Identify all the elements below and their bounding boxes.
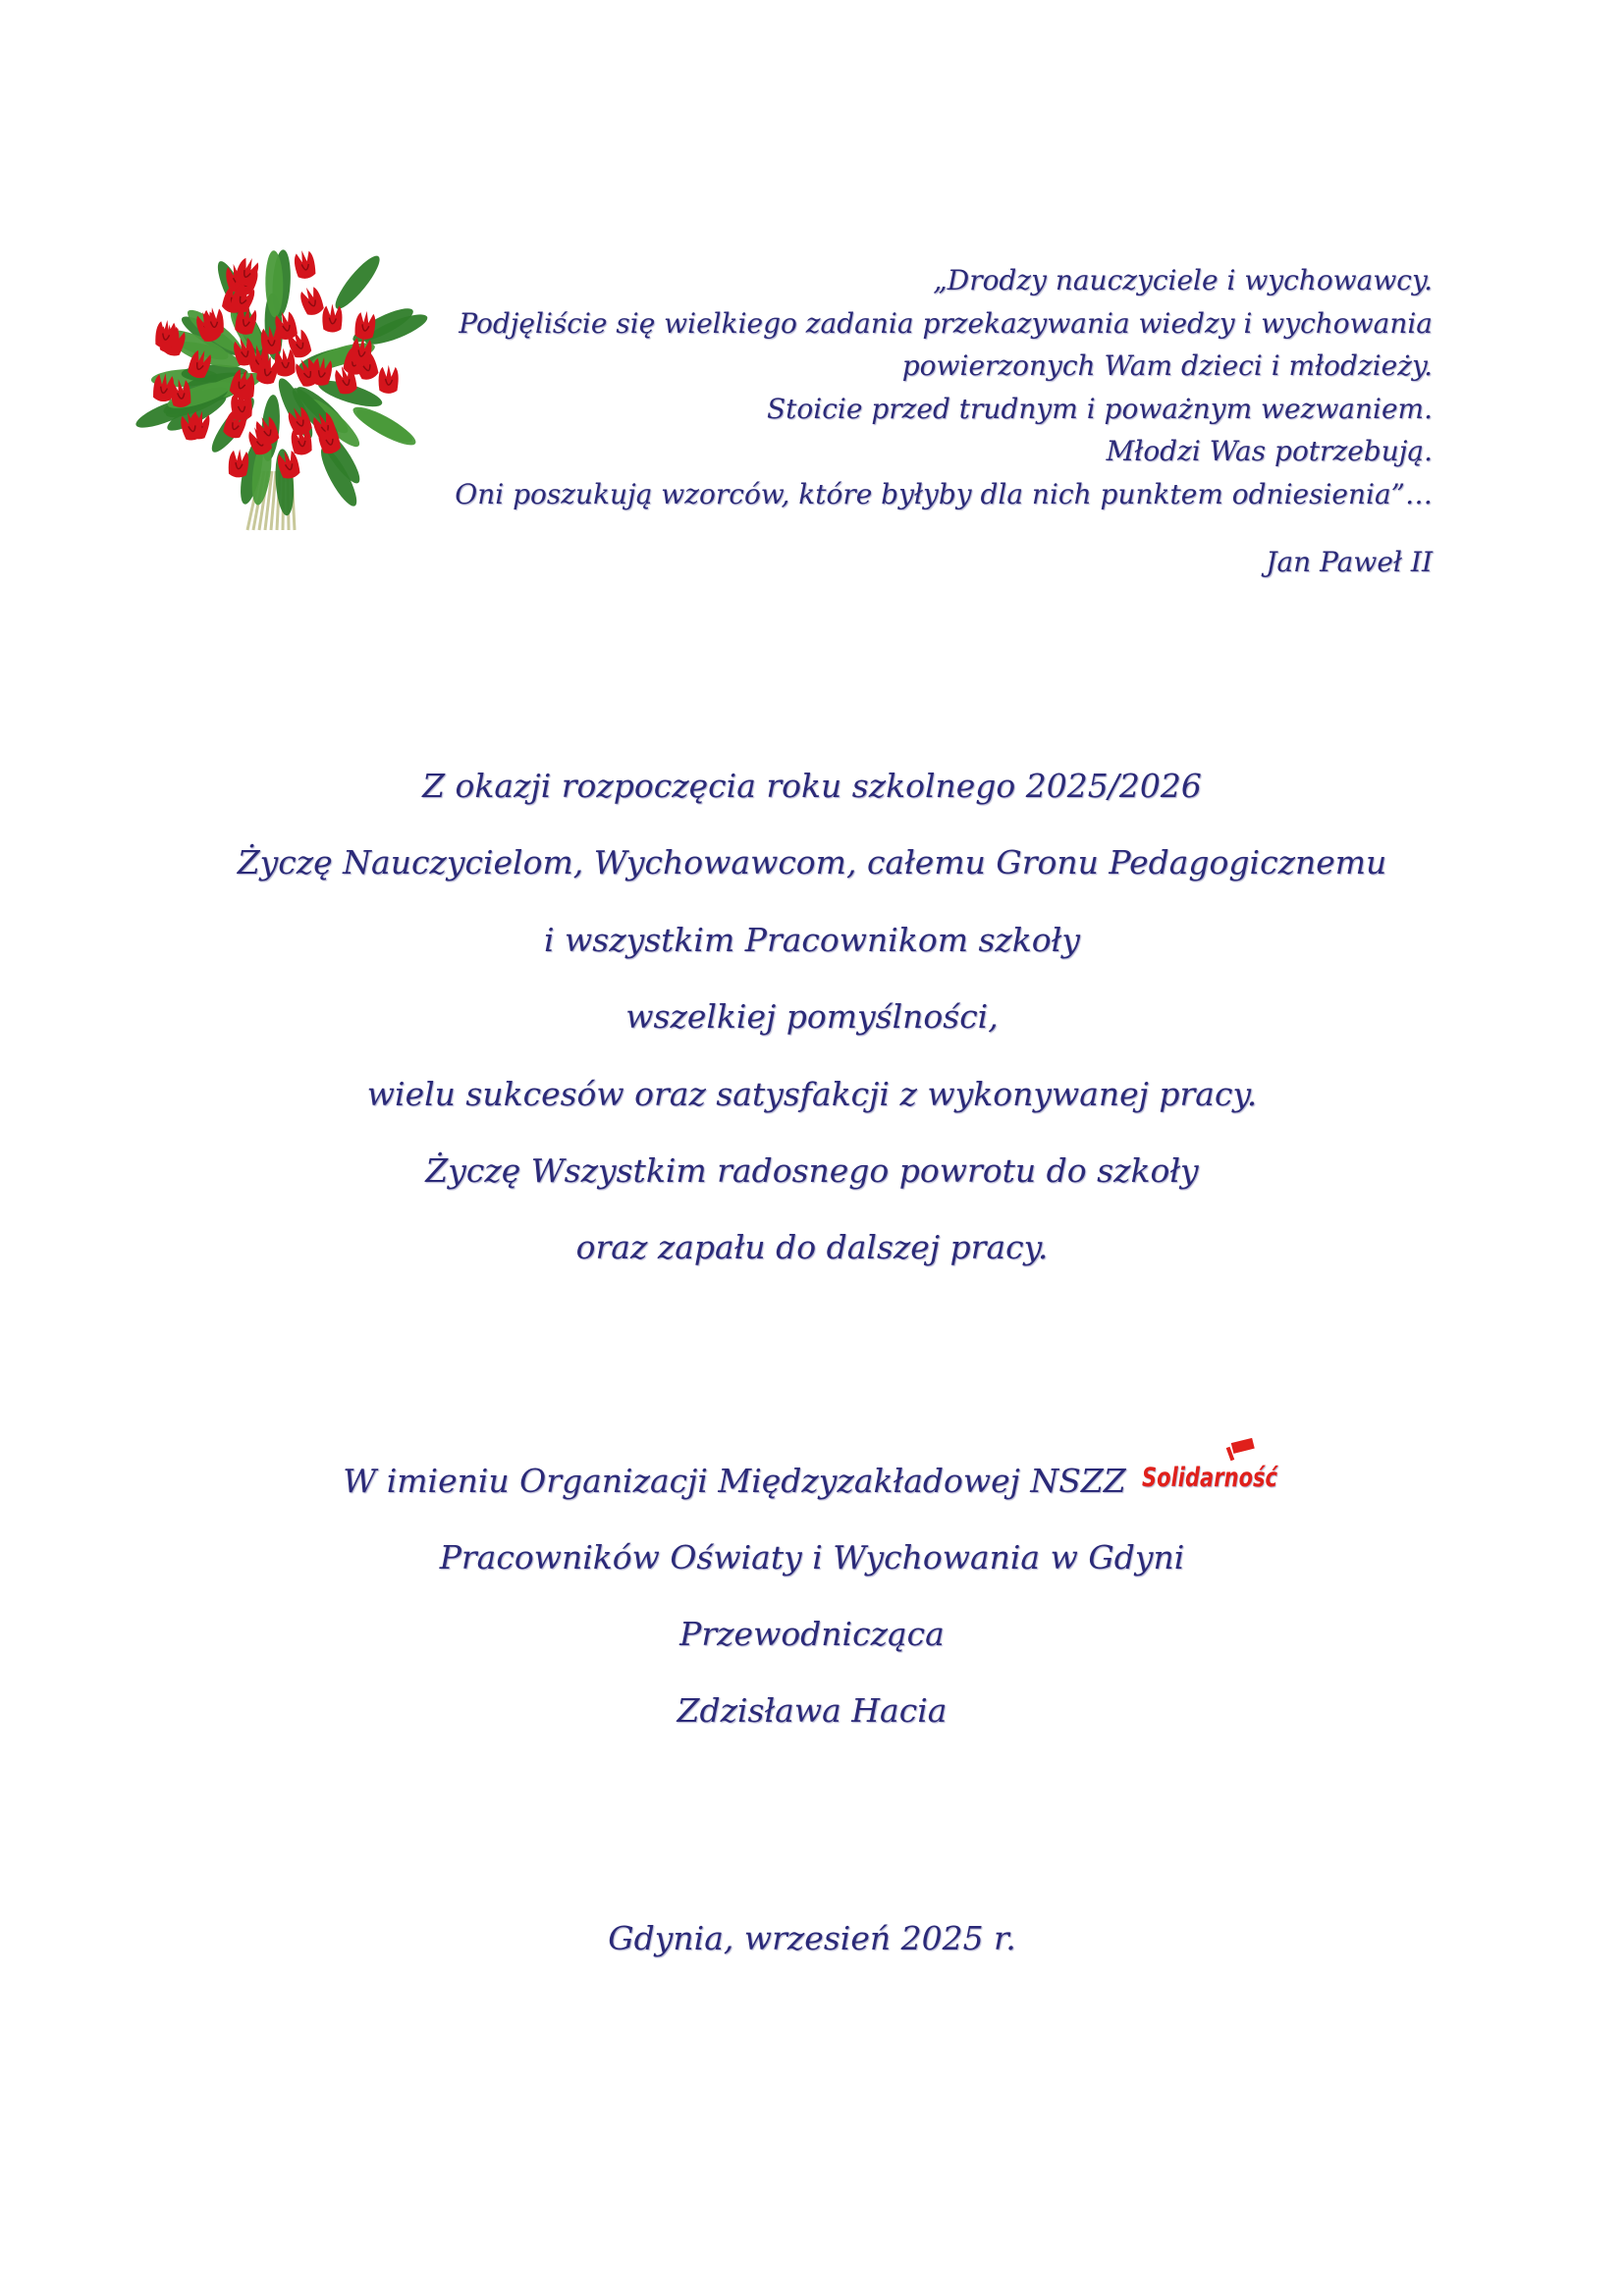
wishes-line: wielu sukcesów oraz satysfakcji z wykonywanej pracy. [366,1074,1258,1113]
signature-line: Pracowników Oświaty i Wychowania w Gdyni [439,1538,1185,1576]
quote-line: powierzonych Wam dzieci i młodzieży. [901,349,1433,382]
wishes-line: oraz zapału do dalszej pracy. [575,1228,1049,1267]
signature-line-org [0,1443,1624,1520]
signature-org-text: W imieniu Organizacji Międzyzakładowej NSZZ [343,1462,1126,1500]
wishes-line: i wszystkim Pracownikom szkoły [543,920,1080,959]
tulip-bouquet-image [134,236,418,530]
solidarnosc-logo [1138,1441,1281,1496]
signature-title: Przewodnicząca [679,1615,945,1653]
place-date: Gdynia, wrzesień 2025 r. [608,1919,1016,1957]
quote-block [451,259,1433,584]
quote-line: Młodzi Was potrzebują. [1106,435,1433,467]
quote-line: Oni poszukują wzorców, które byłyby dla nich punktem odniesienia”… [455,477,1433,510]
wishes-line: Z okazji rozpoczęcia roku szkolnego 2025/2026 [422,767,1202,805]
solidarnosc-logo-text: Solidarność [1141,1463,1279,1493]
quote-author: Jan Paweł II [1266,546,1433,578]
wishes-line: wszelkiej pomyślności, [625,997,999,1037]
signature-name: Zdzisława Hacia [677,1691,947,1730]
wishes-block [0,748,1624,1287]
quote-line: Podjęliście się wielkiego zadania przekazywania wiedzy i wychowania [459,306,1433,340]
quote-line: Stoicie przed trudnym i poważnym wezwaniem. [766,392,1433,425]
signature-block [0,1443,1624,1749]
wishes-line: Życzę Nauczycielom, Wychowawcom, całemu Gronu Pedagogicznemu [237,843,1387,882]
quote-line: „Drodzy nauczyciele i wychowawcy. [933,264,1433,296]
wishes-line: Życzę Wszystkim radosnego powrotu do szkoły [425,1151,1199,1191]
